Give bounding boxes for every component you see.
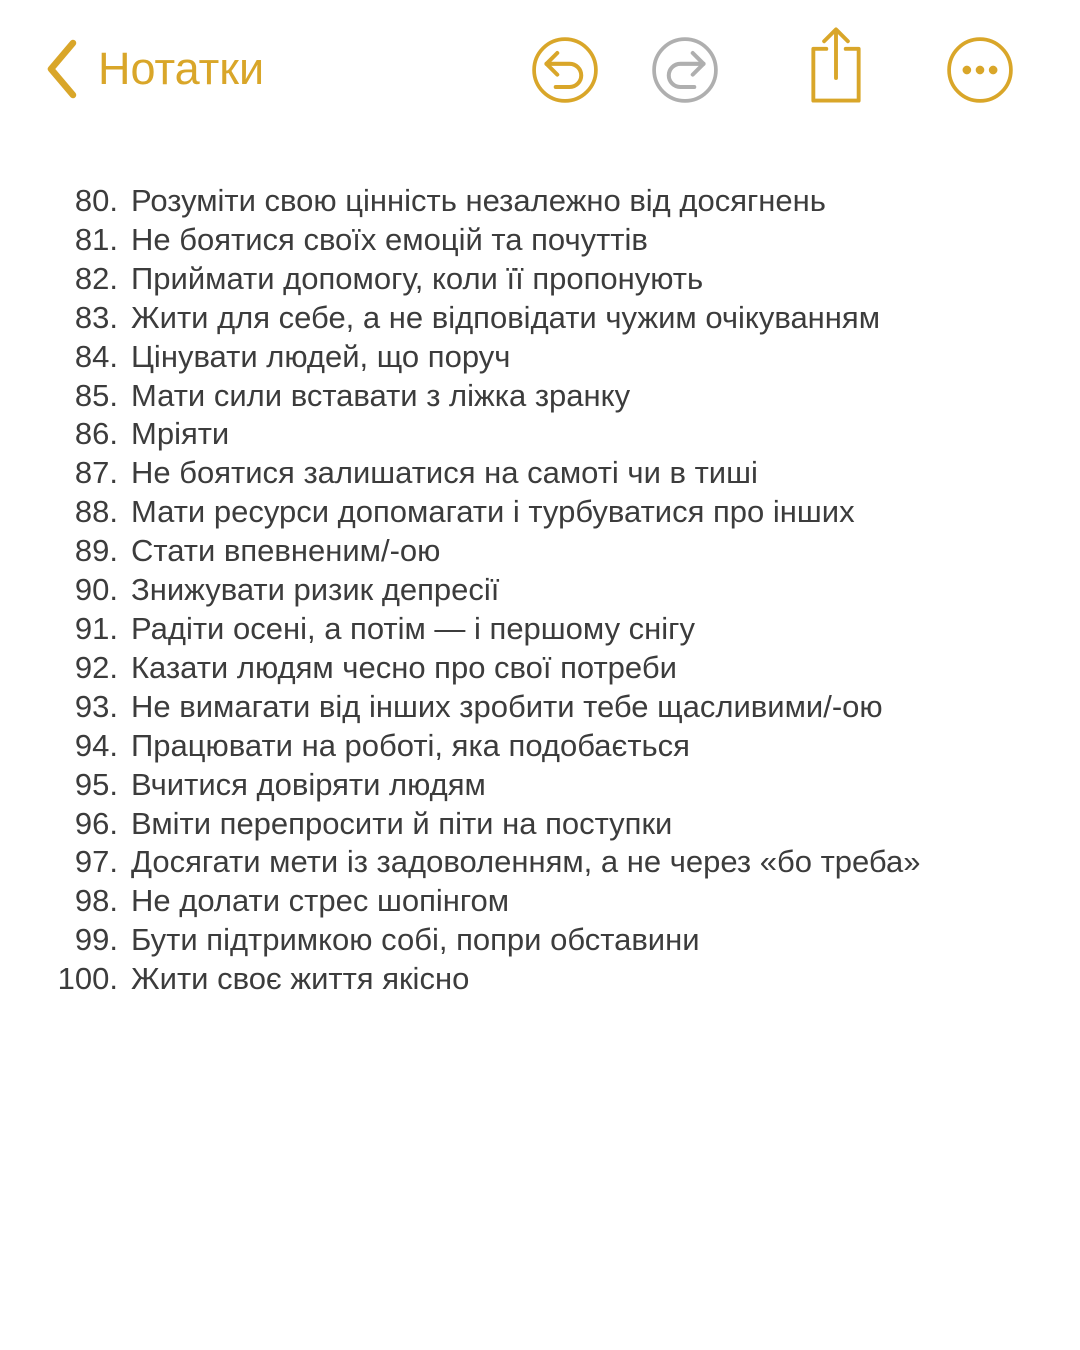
list-item-number: 100. (57, 961, 118, 997)
list-item-number: 86. (74, 416, 118, 452)
more-button[interactable] (946, 36, 1014, 104)
list-item-text: Мріяти (131, 416, 230, 452)
list-item-number: 96. (74, 805, 118, 841)
list-item-text: Цінувати людей, що поруч (131, 338, 511, 374)
list-item-number: 80. (74, 183, 118, 218)
list-item-number: 89. (74, 533, 118, 569)
list-item-number: 85. (74, 377, 118, 413)
back-button[interactable] (44, 34, 264, 104)
list-item[interactable] (0, 260, 1080, 299)
list-item-number: 95. (74, 766, 118, 802)
list-item-text: Бути підтримкою собі, попри обставини (131, 922, 700, 958)
list-item-text: Працювати на роботі, яка подобається (131, 727, 690, 763)
nav-bar (0, 0, 1080, 150)
list-item-text: Розуміти свою цінність незалежно від досягнень (131, 183, 826, 218)
list-item-number: 98. (74, 883, 118, 919)
list-item-text: Знижувати ризик депресії (131, 572, 500, 608)
list-item-text: Не боятися залишатися на самоті чи в тиші (131, 455, 758, 491)
list-item-number: 99. (74, 922, 118, 958)
note-body[interactable] (0, 182, 1080, 999)
list-item-text: Радіти осені, а потім — і першому снігу (131, 610, 695, 646)
redo-button[interactable] (651, 36, 719, 104)
list-item-number: 84. (74, 338, 118, 374)
list-item-number: 93. (74, 688, 118, 724)
list-item[interactable] (0, 960, 1080, 999)
list-item-text: Мати ресурси допомагати і турбуватися про інших (131, 494, 855, 530)
list-item[interactable] (0, 843, 1080, 882)
list-item-number: 91. (74, 610, 118, 646)
share-icon (803, 24, 869, 106)
list-item[interactable] (0, 805, 1080, 844)
list-item-number: 88. (74, 494, 118, 530)
list-item-text: Досягати мети із задоволенням, а не через «бо треба» (131, 844, 921, 880)
list-item[interactable] (0, 766, 1080, 805)
chevron-left-icon (44, 38, 78, 100)
list-item-text: Стати впевненим/-ою (131, 533, 441, 569)
list-item[interactable] (0, 221, 1080, 260)
list-item[interactable] (0, 415, 1080, 454)
list-item-number: 94. (74, 727, 118, 763)
list-item[interactable] (0, 610, 1080, 649)
list-item-number: 82. (74, 260, 118, 296)
list-item-text: Казати людям чесно про свої потреби (131, 649, 677, 685)
undo-icon (531, 36, 599, 104)
back-label: Нотатки (98, 43, 265, 94)
list-item-text: Вміти перепросити й піти на поступки (131, 805, 673, 841)
list-item[interactable] (0, 454, 1080, 493)
list-item[interactable] (0, 299, 1080, 338)
list-item-text: Не вимагати від інших зробити тебе щасливими/-ою (131, 688, 883, 724)
redo-icon (651, 36, 719, 104)
list-item-text: Не боятися своїх емоцій та почуттів (131, 221, 648, 257)
list-item[interactable] (0, 921, 1080, 960)
list-item[interactable] (0, 882, 1080, 921)
list-item-text: Мати сили вставати з ліжка зранку (131, 377, 631, 413)
list-item[interactable] (0, 182, 1080, 221)
list-item-number: 81. (74, 221, 118, 257)
list-item-text: Жити своє життя якісно (131, 961, 470, 997)
share-button[interactable] (803, 24, 869, 106)
list-item-text: Жити для себе, а не відповідати чужим очікуванням (131, 299, 881, 335)
note-list (0, 182, 1080, 999)
list-item[interactable] (0, 532, 1080, 571)
list-item-text: Не долати стрес шопінгом (131, 883, 510, 919)
list-item-number: 83. (74, 299, 118, 335)
list-item-text: Вчитися довіряти людям (131, 766, 486, 802)
list-item[interactable] (0, 338, 1080, 377)
ellipsis-icon (946, 36, 1014, 104)
undo-button[interactable] (531, 36, 599, 104)
list-item[interactable] (0, 727, 1080, 766)
list-item[interactable] (0, 649, 1080, 688)
list-item-number: 92. (74, 649, 118, 685)
list-item-text: Приймати допомогу, коли її пропонують (131, 260, 704, 296)
list-item[interactable] (0, 493, 1080, 532)
list-item[interactable] (0, 571, 1080, 610)
list-item-number: 90. (74, 572, 118, 608)
list-item[interactable] (0, 688, 1080, 727)
list-item-number: 97. (74, 844, 118, 880)
list-item[interactable] (0, 377, 1080, 416)
list-item-number: 87. (74, 455, 118, 491)
